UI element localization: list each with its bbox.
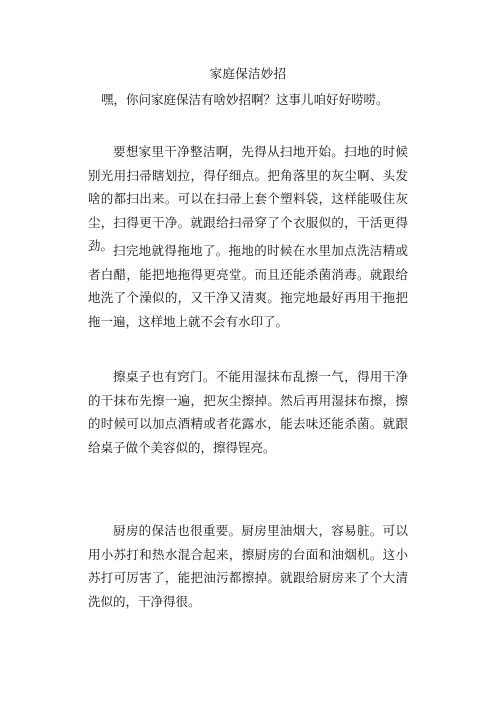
paragraph-wiping-table: 擦桌子也有窍门。不能用湿抹布乱擦一气，得用干净的干抹布先擦一遍，把灰尘擦掉。然后再用湿抹布擦，擦的时候可以加点酒精或者花露水，能去味还能杀菌。就跟给桌子做个美容似的，擦得锃亮。 [88,369,408,455]
document-title: 家庭保洁妙招 [209,66,287,81]
intro-line: 嘿，你问家庭保洁有啥妙招啊？这事儿咱好好唠唠。 [101,92,389,107]
paragraph-kitchen: 厨房的保洁也很重要。厨房里油烟大，容易脏。可以用小苏打和热水混合起来，擦厨房的台面和油烟机。这小苏打可厉害了，能把油污都擦掉。就跟给厨房来了个大清洗似的，干净得很。 [88,523,408,609]
paragraph-sweeping: 要想家里干净整洁啊，先得从扫地开始。扫地的时候别光用扫帚瞎划拉，得仔细点。把角落里的灰尘啊、头发啥的都扫出来。可以在扫帚上套个塑料袋，这样能吸住灰尘，扫得更干净。就跟给扫帚穿了个衣服似的，干活更得劲。 [88,144,408,254]
paragraph-mopping: 扫完地就得拖地了。拖地的时候在水里加点洗洁精或者白醋，能把地拖得更亮堂。而且还能杀菌消毒。就跟给地洗了个澡似的，又干净又清爽。拖完地最好再用干拖把拖一遍，这样地上就不会有水印了。 [88,243,408,329]
